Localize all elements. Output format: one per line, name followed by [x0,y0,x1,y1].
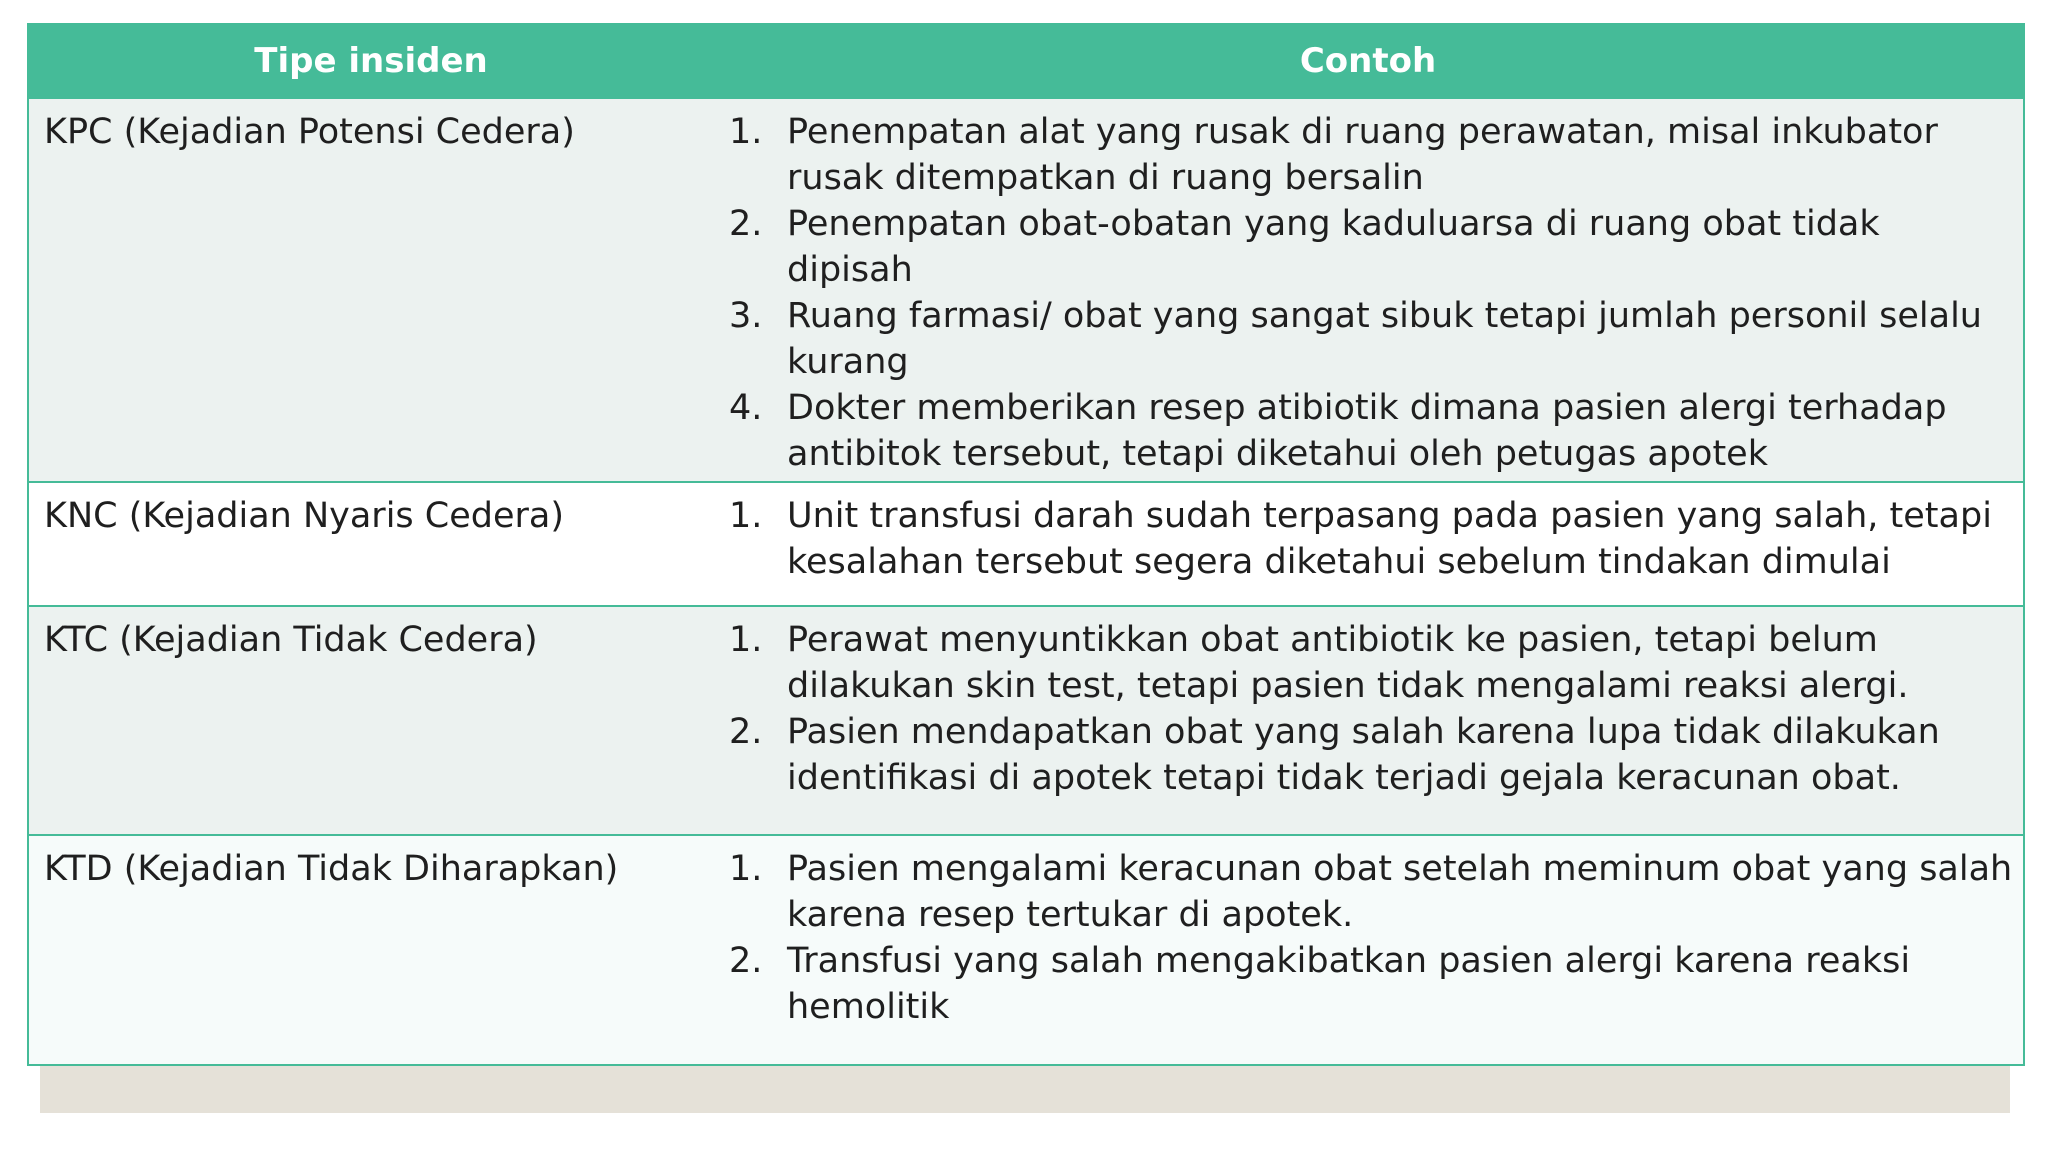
list-item [729,385,2015,477]
table-row-ktc [29,606,2023,835]
list-item [729,109,2015,201]
list-text: Dokter memberikan resep atibiotik dimana pasien alergi terhadap antibitok tersebut, tetapi diketahui oleh petugas apotek [787,388,1947,474]
incident-type-cell: KTC (Kejadian Tidak Cedera) [29,606,713,835]
incident-type-cell: KPC (Kejadian Potensi Cedera) [29,98,713,482]
incident-table [29,25,2023,1064]
footer-bar [40,1066,2010,1113]
list-text: Perawat menyuntikkan obat antibiotik ke pasien, tetapi belum dilakukan skin test, tetapi pasien tidak mengalami reaksi alergi. [787,620,1909,706]
examples-cell [713,835,2023,1064]
list-number: 2. [729,941,763,981]
list-text: Unit transfusi darah sudah terpasang pada pasien yang salah, tetapi kesalahan tersebut segera diketahui sebelum tindakan dimulai [787,496,1992,582]
list-text: Penempatan alat yang rusak di ruang perawatan, misal inkubator rusak ditempatkan di ruang bersalin [787,112,1938,198]
examples-list [729,846,2015,1030]
list-text: Penempatan obat-obatan yang kaduluarsa di ruang obat tidak dipisah [787,204,1880,290]
examples-list [729,617,2015,801]
list-number: 4. [729,388,763,428]
examples-list [729,493,2015,585]
header-contoh: Contoh [713,25,2023,98]
list-item [729,938,2015,1030]
examples-cell [713,606,2023,835]
list-number: 2. [729,204,763,244]
incident-table-container [27,23,2025,1066]
incident-type-cell: KTD (Kejadian Tidak Diharapkan) [29,835,713,1064]
examples-cell [713,482,2023,606]
table-row-ktd [29,835,2023,1064]
list-item [729,201,2015,293]
list-text: Ruang farmasi/ obat yang sangat sibuk tetapi jumlah personil selalu kurang [787,296,1982,382]
table-row-kpc [29,98,2023,482]
list-text: Pasien mendapatkan obat yang salah karena lupa tidak dilakukan identifikasi di apotek tetapi tidak terjadi gejala keracunan obat. [787,712,1940,798]
list-item [729,293,2015,385]
list-item [729,846,2015,938]
list-number: 1. [729,112,763,152]
table-row-knc [29,482,2023,606]
examples-cell [713,98,2023,482]
list-number: 1. [729,620,763,660]
header-tipe-insiden: Tipe insiden [29,25,713,98]
list-number: 2. [729,712,763,752]
list-number: 1. [729,849,763,889]
list-number: 3. [729,296,763,336]
examples-list [729,109,2015,477]
table-header-row [29,25,2023,98]
list-item [729,617,2015,709]
list-text: Transfusi yang salah mengakibatkan pasien alergi karena reaksi hemolitik [787,941,1911,1027]
list-item [729,493,2015,585]
list-item [729,709,2015,801]
list-text: Pasien mengalami keracunan obat setelah meminum obat yang salah karena resep tertukar di apotek. [787,849,2013,935]
list-number: 1. [729,496,763,536]
incident-type-cell: KNC (Kejadian Nyaris Cedera) [29,482,713,606]
